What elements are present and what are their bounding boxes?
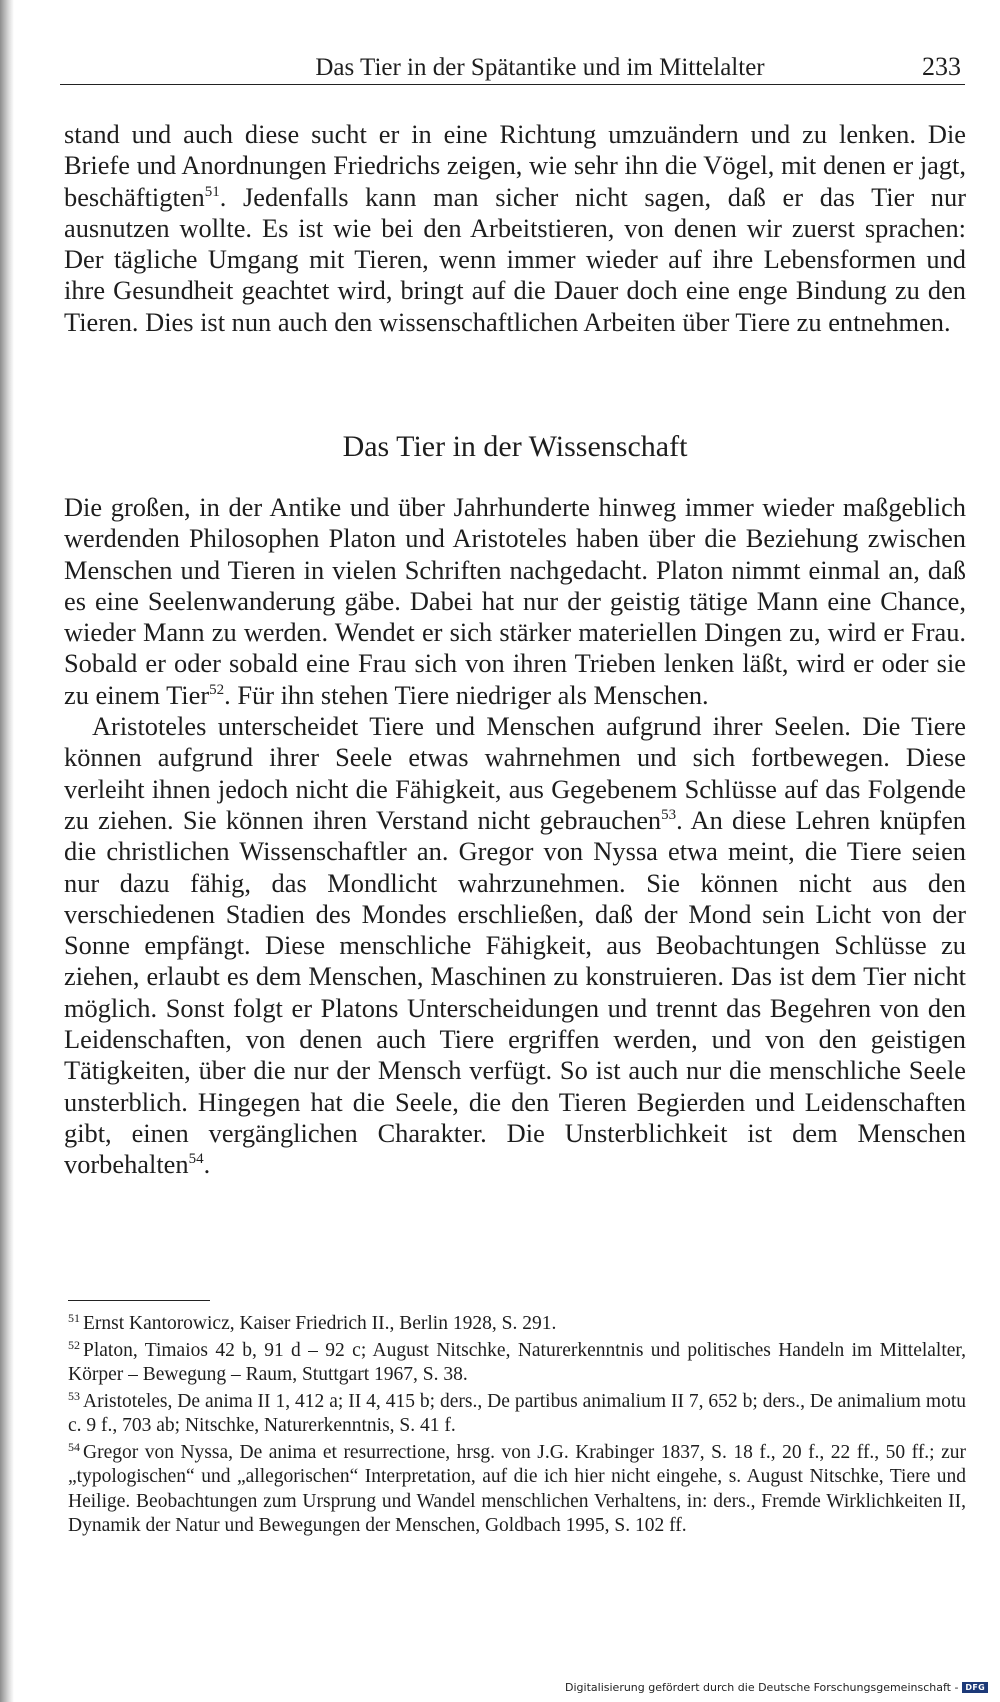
section-body xyxy=(64,492,966,1181)
footnote-number: 53 xyxy=(68,1388,80,1403)
paragraph-text: Aristoteles unterscheidet Tiere und Menschen aufgrund ihrer Seelen. Die Tiere können aufgrund ihrer Seele etwas wahrnehmen und sich fortbewegen. Diese verleiht ihnen jedoch nicht die Fähigkeit, aus Gegebenem Schlüsse auf das Folgende zu ziehen. Sie können ihren Verstand nicht gebrauchen xyxy=(64,711,966,835)
body-paragraph-1 xyxy=(64,119,966,338)
footnote-text: Ernst Kantorowicz, Kaiser Friedrich II., Berlin 1928, S. 291. xyxy=(83,1313,557,1334)
footnote-51 xyxy=(68,1312,966,1337)
paragraph-text: . xyxy=(203,1149,211,1180)
paragraph-text: . An diese Lehren knüpfen die christlichen Wissenschaftler an. Gregor von Nyssa etwa meint, die Tiere seien nur dazu fähig, das Mondlicht wahrzunehmen. Sie können nicht aus den verschiedenen Stadien des Mondes erschließen, daß der Mond sein Licht von der Sonne empfängt. Diese menschliche Fähigkeit, aus Beobachtungen Schlüsse zu ziehen, erlaubt es dem Menschen, Maschinen zu konstruieren. Das ist dem Tier nicht möglich. Sonst folgt er Platons Unterscheidungen und trennt das Begehren von den Leidenschaften, von denen auch Tiere ergriffen werden, und von den geistigen Tätigkeiten, über die nur der Mensch verfügt. So ist auch nur die menschliche Seele unsterblich. Hingegen hat die Seele, die den Tieren Begierden und Leidenschaften gibt, einen vergänglichen Charakter. Die Unsterblichkeit ist dem Menschen vorbehalten xyxy=(64,804,966,1180)
footnote-53 xyxy=(68,1390,966,1439)
scan-page-edge xyxy=(0,0,14,1702)
footnote-text: Aristoteles, De anima II 1, 412 a; II 4, 415 b; ders., De partibus animalium II 7, 652 b; ders., De animalium motu c. 9 f., 703 ab; Nitschke, Naturerkenntnis, S. 41 f. xyxy=(68,1390,966,1436)
page-header xyxy=(60,50,965,85)
body-paragraph-3 xyxy=(64,711,966,1180)
footnote-number: 54 xyxy=(68,1439,80,1454)
section-heading: Das Tier in der Wissenschaft xyxy=(342,430,688,463)
footnote-text: Gregor von Nyssa, De anima et resurrectione, hrsg. von J.G. Krabinger 1837, S. 18 f., 20 f., 22 ff., 50 ff.; zur „typologischen“ und „allegorischen“ Interpretation, auf die ich hier nicht eingehe, s. August Nitschke, Tiere und Heilige. Beobachtungen zum Ursprung und Wandel menschlichen Verhaltens, in: ders., Fremde Wirklichkeiten II, Dynamik der Natur und Bewegungen der Menschen, Goldbach 1995, S. 102 ff. xyxy=(68,1441,966,1536)
dfg-logo-icon: DFG xyxy=(962,1682,988,1693)
footnote-text: Platon, Timaios 42 b, 91 d – 92 c; August Nitschke, Naturerkenntnis und politisches Handeln im Mittelalter, Körper – Bewegung – Raum, Stuttgart 1967, S. 38. xyxy=(68,1339,966,1385)
footnote-54 xyxy=(68,1441,966,1539)
paragraph-text: . Für ihn stehen Tiere niedriger als Menschen. xyxy=(224,679,709,710)
footnote-number: 52 xyxy=(68,1337,80,1352)
footnotes xyxy=(68,1312,966,1541)
paragraph-text: Die großen, in der Antike und über Jahrhunderte hinweg immer wieder maßgeblich werdenden Philosophen Platon und Aristoteles haben über die Beziehung zwischen Menschen und Tieren in vielen Schriften nachgedacht. Platon nimmt einmal an, daß es eine Seelenwanderung gäbe. Dabei hat nur der geistig tätige Mann eine Chance, wieder Mann zu werden. Wendet er sich stärker materiellen Dingen zu, wird er Frau. Sobald er oder sobald eine Frau sich von ihren Trieben lenken läßt, wird er oder sie zu einem Tier xyxy=(64,492,966,710)
footnote-number: 51 xyxy=(68,1311,80,1325)
footnote-reference-53[interactable]: 53 xyxy=(661,806,677,823)
footnote-reference-52[interactable]: 52 xyxy=(209,681,225,698)
footnote-reference-54[interactable]: 54 xyxy=(188,1151,204,1168)
footnote-reference-51[interactable]: 51 xyxy=(204,183,220,200)
paragraph-text: stand und auch diese sucht er in eine Richtung umzuändern und zu lenken. Die Briefe und Anordnungen Friedrichs zeigen, wie sehr ihn die Vögel, mit denen er jagt, beschäftigten xyxy=(64,119,966,212)
footnote-52 xyxy=(68,1339,966,1388)
running-head: Das Tier in der Spätantike und im Mittelalter xyxy=(315,54,765,81)
footnote-divider xyxy=(68,1300,210,1301)
credit-text: Digitalisierung gefördert durch die Deutsche Forschungsgemeinschaft - xyxy=(565,1681,959,1694)
paragraph-text: . Jedenfalls kann man sicher nicht sagen, daß er das Tier nur ausnutzen wollte. Es ist wie bei den Arbeitstieren, von denen wir zuerst sprachen: Der tägliche Umgang mit Tieren, wenn immer wieder auf ihre Lebensformen und ihre Gesundheit geachtet wird, bringt auf die Dauer doch eine enge Bindung zu den Tieren. Dies ist nun auch den wissenschaftlichen Arbeiten über Tiere zu entnehmen. xyxy=(64,181,966,337)
page-number: 233 xyxy=(922,52,961,81)
digitization-credit xyxy=(565,1681,988,1694)
body-paragraph-2 xyxy=(64,492,966,711)
